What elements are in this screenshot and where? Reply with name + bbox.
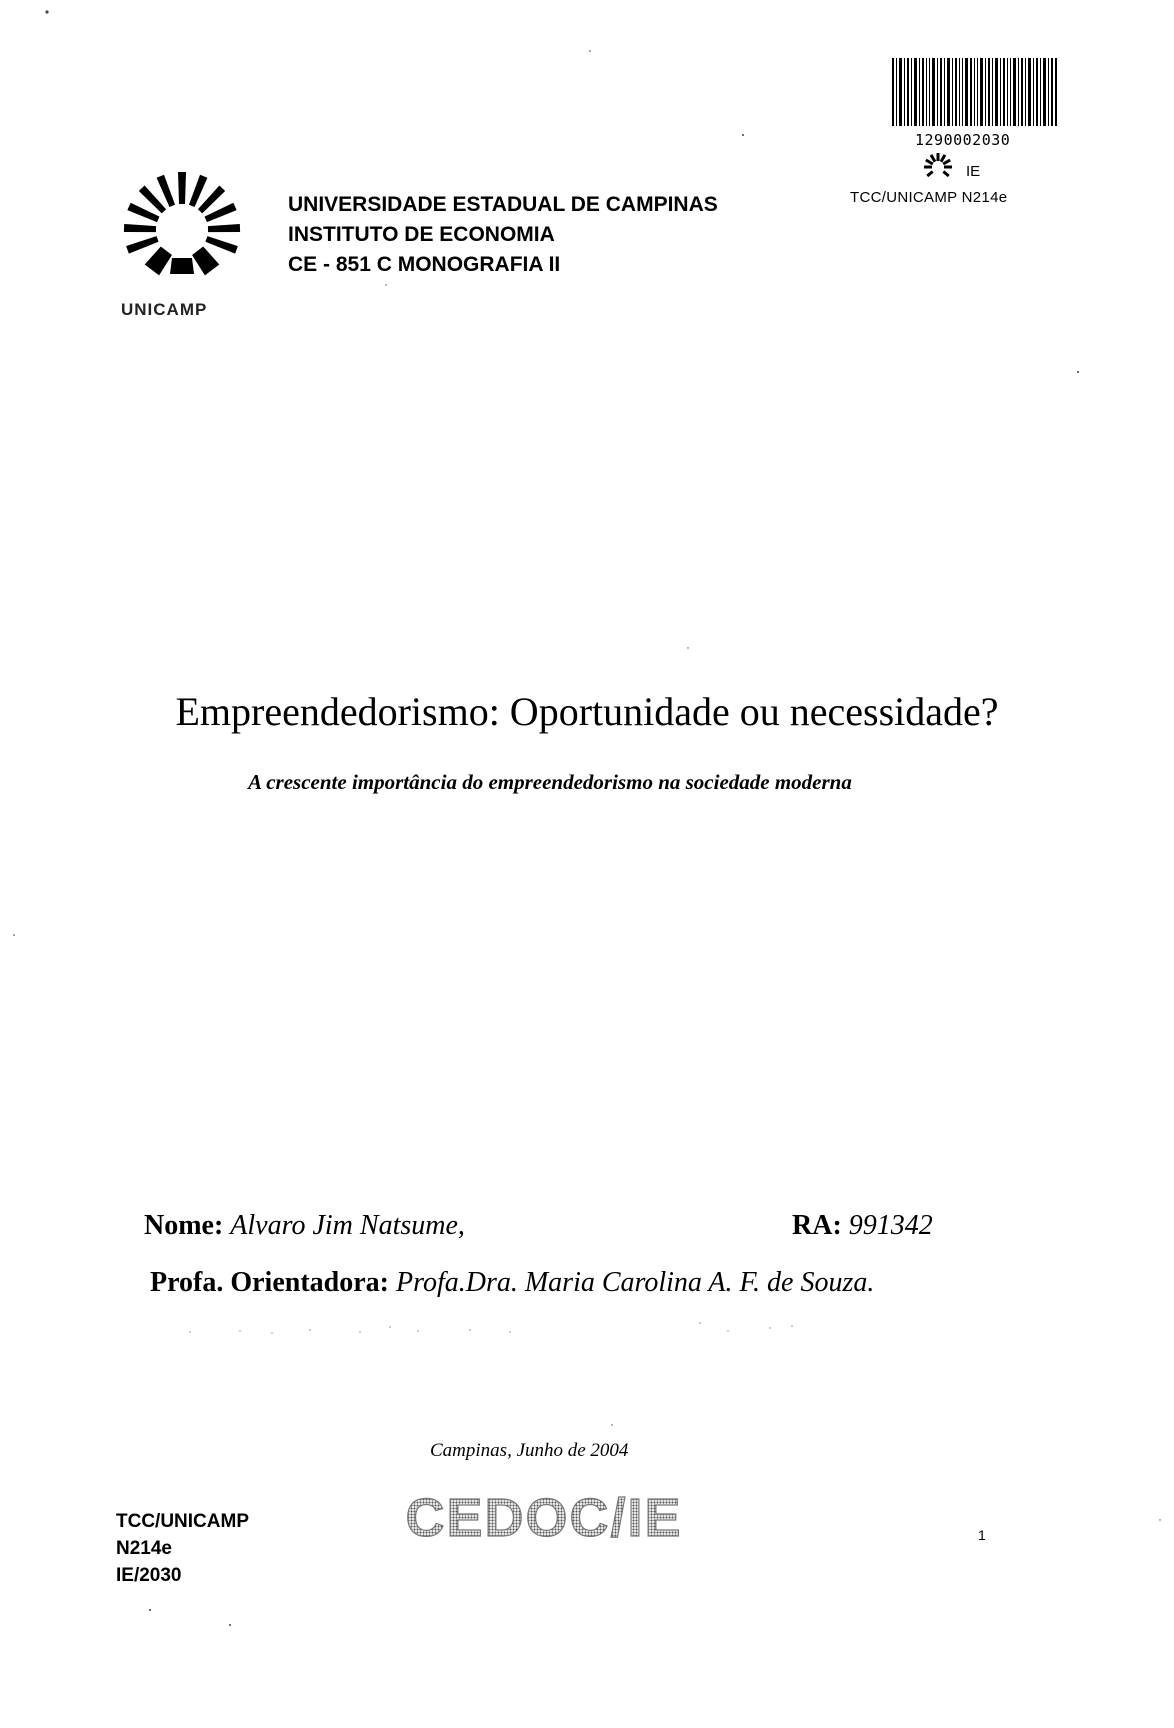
- ie-label: IE: [966, 163, 981, 180]
- unicamp-small-logo-icon: [923, 152, 953, 178]
- ra-row: [792, 1210, 933, 1242]
- name-label: Nome:: [144, 1210, 224, 1241]
- call-number-line-1: TCC/UNICAMP: [116, 1511, 249, 1532]
- library-call-number: [116, 1508, 249, 1589]
- unicamp-logo-icon: [116, 168, 248, 292]
- institution-name: UNIVERSIDADE ESTADUAL DE CAMPINAS: [288, 193, 718, 216]
- author-row: [144, 1210, 465, 1242]
- advisor-label: Profa. Orientadora:: [150, 1267, 389, 1298]
- advisor-row: [150, 1267, 874, 1299]
- ra-label: RA:: [792, 1210, 842, 1241]
- barcode: [892, 58, 1057, 126]
- stamp-text: CEDOC/IE: [405, 1488, 683, 1546]
- ra-value: 991342: [848, 1210, 933, 1241]
- unicamp-wordmark: UNICAMP: [121, 300, 208, 319]
- cedoc-stamp: [404, 1486, 684, 1546]
- barcode-call-number: TCC/UNICAMP N214e: [850, 189, 1008, 206]
- institution-header: [288, 190, 718, 280]
- place-and-date: Campinas, Junho de 2004: [430, 1440, 629, 1461]
- course-name: CE - 851 C MONOGRAFIA II: [288, 253, 561, 276]
- document-subtitle: A crescente importância do empreendedorismo na sociedade moderna: [248, 770, 852, 794]
- page-number: 1: [978, 1527, 986, 1543]
- document-title: Empreendedorismo: Oportunidade ou necessidade?: [175, 689, 999, 734]
- call-number-line-2: N214e: [116, 1538, 172, 1559]
- call-number-line-3: IE/2030: [116, 1565, 182, 1586]
- institute-name: INSTITUTO DE ECONOMIA: [288, 223, 555, 246]
- faint-scan-marks: [180, 1318, 900, 1338]
- barcode-number: 1290002030: [915, 131, 1011, 149]
- advisor-value: Profa.Dra. Maria Carolina A. F. de Souza.: [395, 1267, 875, 1298]
- name-value: Alvaro Jim Natsume,: [230, 1210, 465, 1241]
